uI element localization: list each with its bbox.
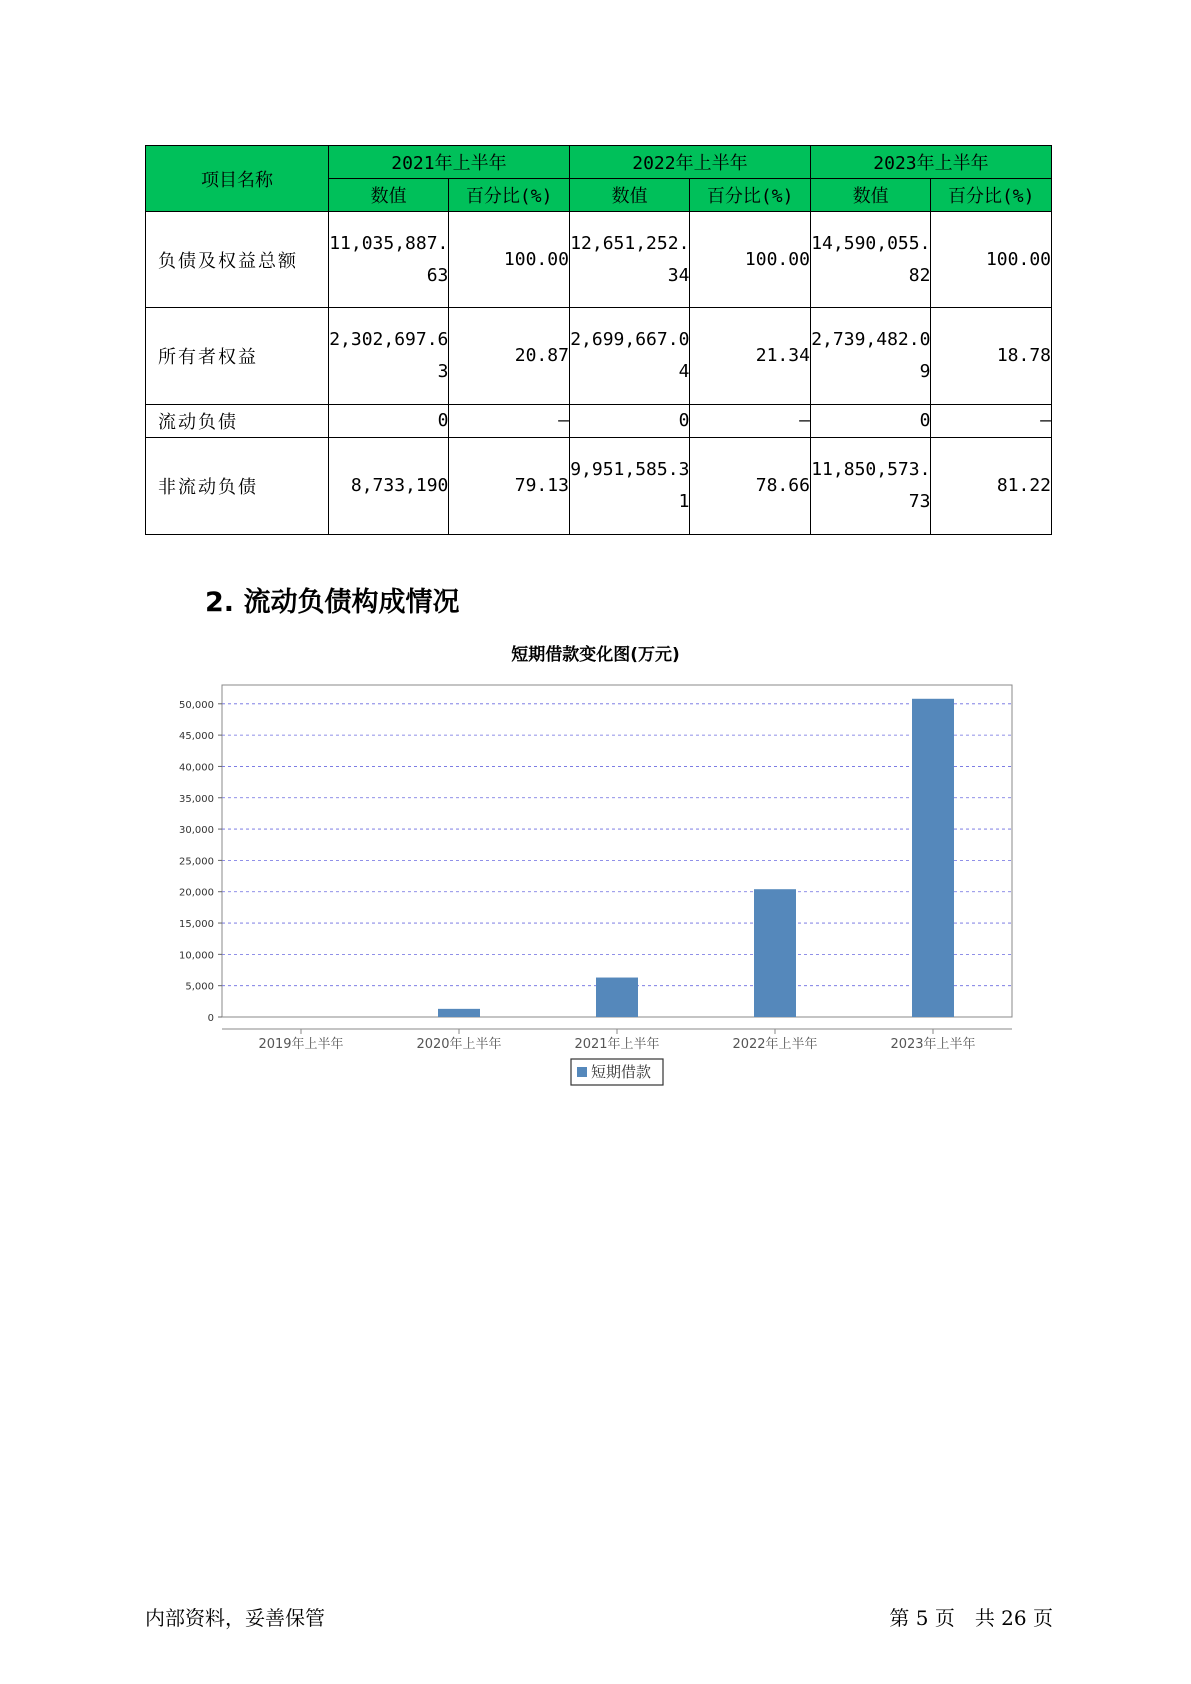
row-label: 负债及权益总额	[146, 212, 329, 308]
header-item-name: 项目名称	[146, 146, 329, 212]
x-tick-label: 2020年上半年	[416, 1037, 502, 1052]
y-tick-label: 5,000	[185, 981, 214, 993]
y-tick-label: 0	[207, 1013, 214, 1024]
table-cell: 78.66	[690, 438, 811, 535]
table-cell: 11,035,887.63	[328, 212, 449, 308]
financial-table	[145, 145, 1052, 535]
table-cell: 20.87	[449, 308, 570, 405]
header-value: 数值	[328, 179, 449, 212]
x-tick-label: 2021年上半年	[574, 1037, 660, 1052]
y-tick-label: 35,000	[179, 793, 214, 805]
legend-label: 短期借款	[591, 1063, 652, 1081]
table-cell: 0	[328, 405, 449, 438]
plot-area	[222, 685, 1012, 1017]
table-cell: 2,302,697.63	[328, 308, 449, 405]
table-cell: 8,733,190	[328, 438, 449, 535]
bar	[912, 699, 954, 1017]
y-tick-label: 45,000	[179, 731, 214, 743]
table-cell: 9,951,585.31	[569, 438, 690, 535]
row-label: 所有者权益	[146, 308, 329, 405]
table-cell: 0	[810, 405, 931, 438]
chart-title: 短期借款变化图(万元)	[511, 645, 680, 665]
legend-swatch	[577, 1067, 587, 1077]
table-cell: 18.78	[931, 308, 1052, 405]
table-cell: 100.00	[449, 212, 570, 308]
table-row	[146, 308, 1052, 405]
table-cell: 14,590,055.82	[810, 212, 931, 308]
table-cell: 2,739,482.09	[810, 308, 931, 405]
table-cell: 21.34	[690, 308, 811, 405]
header-value: 数值	[810, 179, 931, 212]
header-value: 数值	[569, 179, 690, 212]
x-tick-label: 2022年上半年	[732, 1037, 818, 1052]
bar	[438, 1009, 480, 1017]
y-tick-label: 30,000	[179, 825, 214, 837]
header-percent: 百分比(%)	[449, 179, 570, 212]
table-row	[146, 212, 1052, 308]
section-title: 2. 流动负债构成情况	[205, 587, 460, 618]
table-cell: 12,651,252.34	[569, 212, 690, 308]
table-cell: –	[931, 405, 1052, 438]
table-cell: 79.13	[449, 438, 570, 535]
header-year: 2021年上半年	[328, 146, 569, 179]
table-cell: 11,850,573.73	[810, 438, 931, 535]
y-tick-label: 25,000	[179, 856, 214, 868]
row-label: 流动负债	[146, 405, 329, 438]
table-cell: 81.22	[931, 438, 1052, 535]
table-cell: 0	[569, 405, 690, 438]
y-tick-label: 40,000	[179, 762, 214, 774]
y-tick-label: 20,000	[179, 887, 214, 899]
x-tick-label: 2019年上半年	[258, 1037, 344, 1052]
table-cell: 2,699,667.04	[569, 308, 690, 405]
bar	[596, 978, 638, 1017]
table-cell: 100.00	[690, 212, 811, 308]
y-tick-label: 10,000	[179, 950, 214, 962]
table-cell: –	[690, 405, 811, 438]
bar-chart	[150, 675, 1030, 1095]
table-cell: 100.00	[931, 212, 1052, 308]
header-year: 2023年上半年	[810, 146, 1051, 179]
footer-page-number: 第 5 页 共 26 页	[889, 1606, 1053, 1630]
header-percent: 百分比(%)	[690, 179, 811, 212]
table-row	[146, 438, 1052, 535]
table-row	[146, 405, 1052, 438]
bar	[754, 889, 796, 1017]
footer-confidential: 内部资料，妥善保管	[145, 1606, 325, 1630]
x-tick-label: 2023年上半年	[890, 1037, 976, 1052]
header-year: 2022年上半年	[569, 146, 810, 179]
row-label: 非流动负债	[146, 438, 329, 535]
table-cell: –	[449, 405, 570, 438]
y-tick-label: 50,000	[179, 699, 214, 711]
header-percent: 百分比(%)	[931, 179, 1052, 212]
y-tick-label: 15,000	[179, 919, 214, 931]
